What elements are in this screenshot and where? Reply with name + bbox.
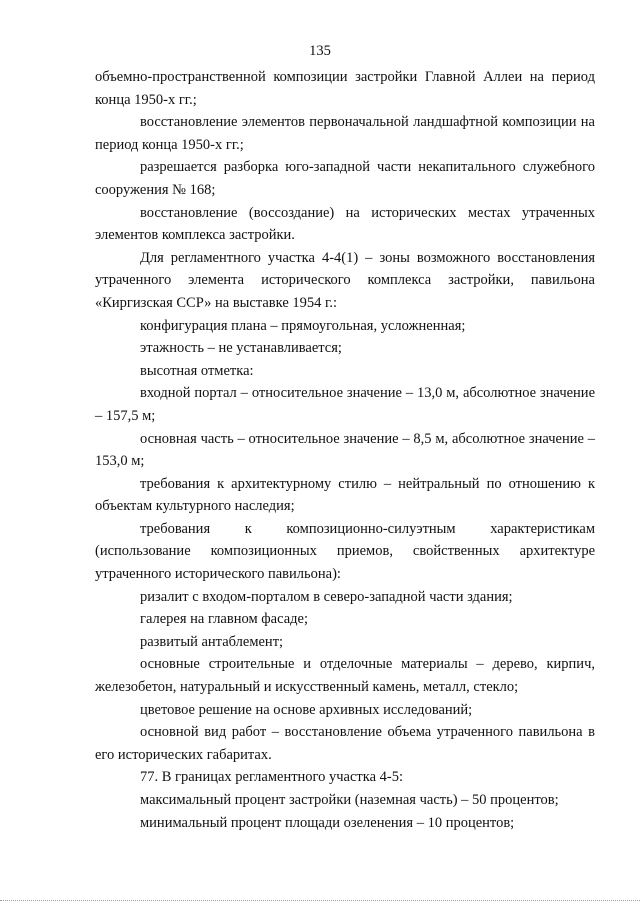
paragraph: развитый антаблемент; [140,633,284,650]
paragraph: 77. В границах регламентного участка 4-5: [140,769,404,786]
paragraph: цветовое решение на основе архивных исследований; [140,701,473,718]
paragraph: этажность – не устанавливается; [140,340,342,357]
paragraph: требования к архитектурному стилю – нейтральный по отношению к объектам культурного наследия; [95,475,595,515]
paragraph: конфигурация плана – прямоугольная, усложненная; [140,317,466,334]
paragraph: объемно-пространственной композиции застройки Главной Аллеи на период конца 1950-х гг.; [95,69,595,108]
paragraph: ризалит с входом-порталом в северо-западной части здания; [140,588,513,605]
page-bottom-edge [0,900,640,901]
paragraph: максимальный процент застройки (наземная часть) – 50 процентов; [140,792,559,808]
paragraph: основная часть – относительное значение – 8,5 м, абсолютное значение – 153,0 м; [95,430,595,470]
paragraph: требования к композиционно-силуэтным характеристикам (использование композиционных приемов, свойственных архитектуре утраченного исторического павильона): [95,520,595,583]
paragraph: минимальный процент площади озеленения – 10 процентов; [140,814,515,831]
paragraph: разрешается разборка юго-западной части некапитального служебного сооружения № 168; [95,159,595,198]
document-body [95,66,595,834]
paragraph: высотная отметка: [140,362,254,379]
paragraph: восстановление (воссоздание) на исторических местах утраченных элементов комплекса застройки. [95,204,595,244]
paragraph: восстановление элементов первоначальной ландшафтной композиции на период конца 1950-х гг.; [95,114,595,153]
paragraph: основной вид работ – восстановление объема утраченного павильона в его исторических габаритах. [95,724,595,763]
paragraph: входной портал – относительное значение – 13,0 м, абсолютное значение – 157,5 м; [95,385,595,424]
paragraph: основные строительные и отделочные материалы – дерево, кирпич, железобетон, натуральный и искусственный камень, металл, стекло; [95,656,595,696]
page-number: 135 [309,43,331,59]
paragraph: галерея на главном фасаде; [140,611,308,628]
paragraph: Для регламентного участка 4-4(1) – зоны возможного восстановления утраченного элемента исторического комплекса застройки, павильона «Киргизская ССР» на выставке 1954 г.: [95,249,595,311]
